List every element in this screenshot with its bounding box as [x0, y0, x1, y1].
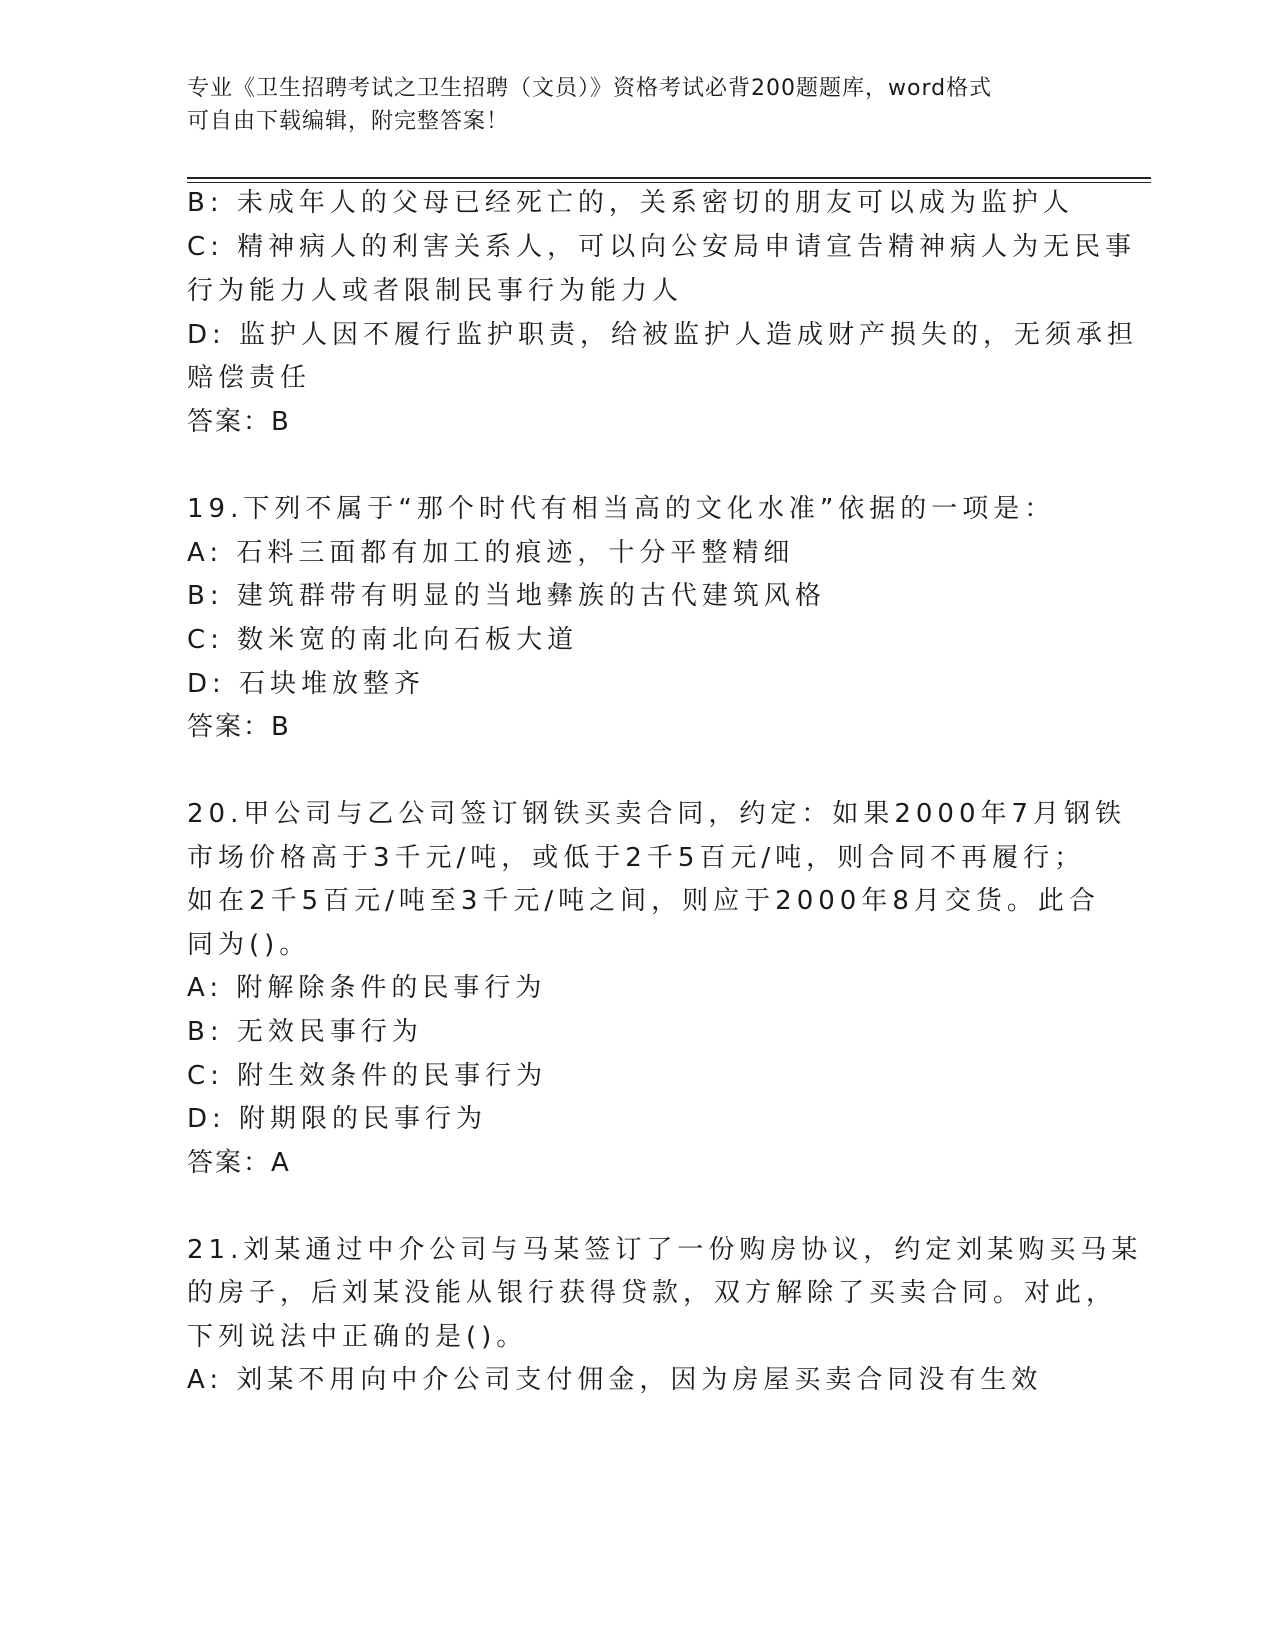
header-title-line-2: 可自由下载编辑，附完整答案！	[187, 109, 510, 134]
document-header	[187, 72, 1087, 138]
q20-option-b: B: 无效民事行为	[187, 1017, 423, 1047]
q18-option-d-line-2: 赔偿责任	[187, 363, 312, 393]
q20-option-c: C: 附生效条件的民事行为	[187, 1061, 548, 1091]
q21-stem-line-1: 21.刘某通过中介公司与马某签订了一份购房协议，约定刘某购买马某	[187, 1235, 1143, 1265]
q20-option-d: D: 附期限的民事行为	[187, 1104, 488, 1134]
q18-answer: 答案：B	[187, 407, 291, 437]
header-title-line-1: 专业《卫生招聘考试之卫生招聘（文员）》资格考试必背200题题库，word格式	[187, 76, 993, 101]
q20-stem-line-2: 市场价格高于3千元/吨，或低于2千5百元/吨，则合同不再履行；	[187, 843, 1086, 873]
q21-option-a: A: 刘某不用向中介公司支付佣金，因为房屋买卖合同没有生效	[187, 1365, 1043, 1395]
q18-option-c-line-2: 行为能力人或者限制民事行为能力人	[187, 276, 684, 306]
q20-stem-line-3: 如在2千5百元/吨至3千元/吨之间，则应于2000年8月交货。此合	[187, 886, 1100, 916]
q20-option-a: A: 附解除条件的民事行为	[187, 973, 547, 1003]
q19-option-c: C: 数米宽的南北向石板大道	[187, 625, 579, 655]
q21-stem-line-3: 下列说法中正确的是()。	[187, 1322, 528, 1352]
q18-option-d-line-1: D: 监护人因不履行监护职责，给被监护人造成财产损失的，无须承担	[187, 320, 1139, 350]
q20-stem-line-4: 同为()。	[187, 930, 311, 960]
q19-answer: 答案：B	[187, 712, 291, 742]
q21-stem-line-2: 的房子，后刘某没能从银行获得贷款，双方解除了买卖合同。对此，	[187, 1278, 1118, 1308]
header-divider-thin	[187, 182, 1151, 183]
q20-stem-line-1: 20.甲公司与乙公司签订钢铁买卖合同，约定：如果2000年7月钢铁	[187, 799, 1127, 829]
q18-option-b: B: 未成年人的父母已经死亡的，关系密切的朋友可以成为监护人	[187, 188, 1074, 218]
q19-option-b: B: 建筑群带有明显的当地彝族的古代建筑风格	[187, 581, 826, 611]
q19-option-d: D: 石块堆放整齐	[187, 669, 426, 699]
q18-option-c-line-1: C: 精神病人的利害关系人，可以向公安局申请宣告精神病人为无民事	[187, 232, 1137, 262]
q19-option-a: A: 石料三面都有加工的痕迹，十分平整精细	[187, 538, 795, 568]
header-divider-thick	[187, 177, 1151, 179]
q20-answer: 答案：A	[187, 1148, 291, 1178]
q19-stem: 19.下列不属于“那个时代有相当高的文化水准”依据的一项是：	[187, 494, 1056, 524]
